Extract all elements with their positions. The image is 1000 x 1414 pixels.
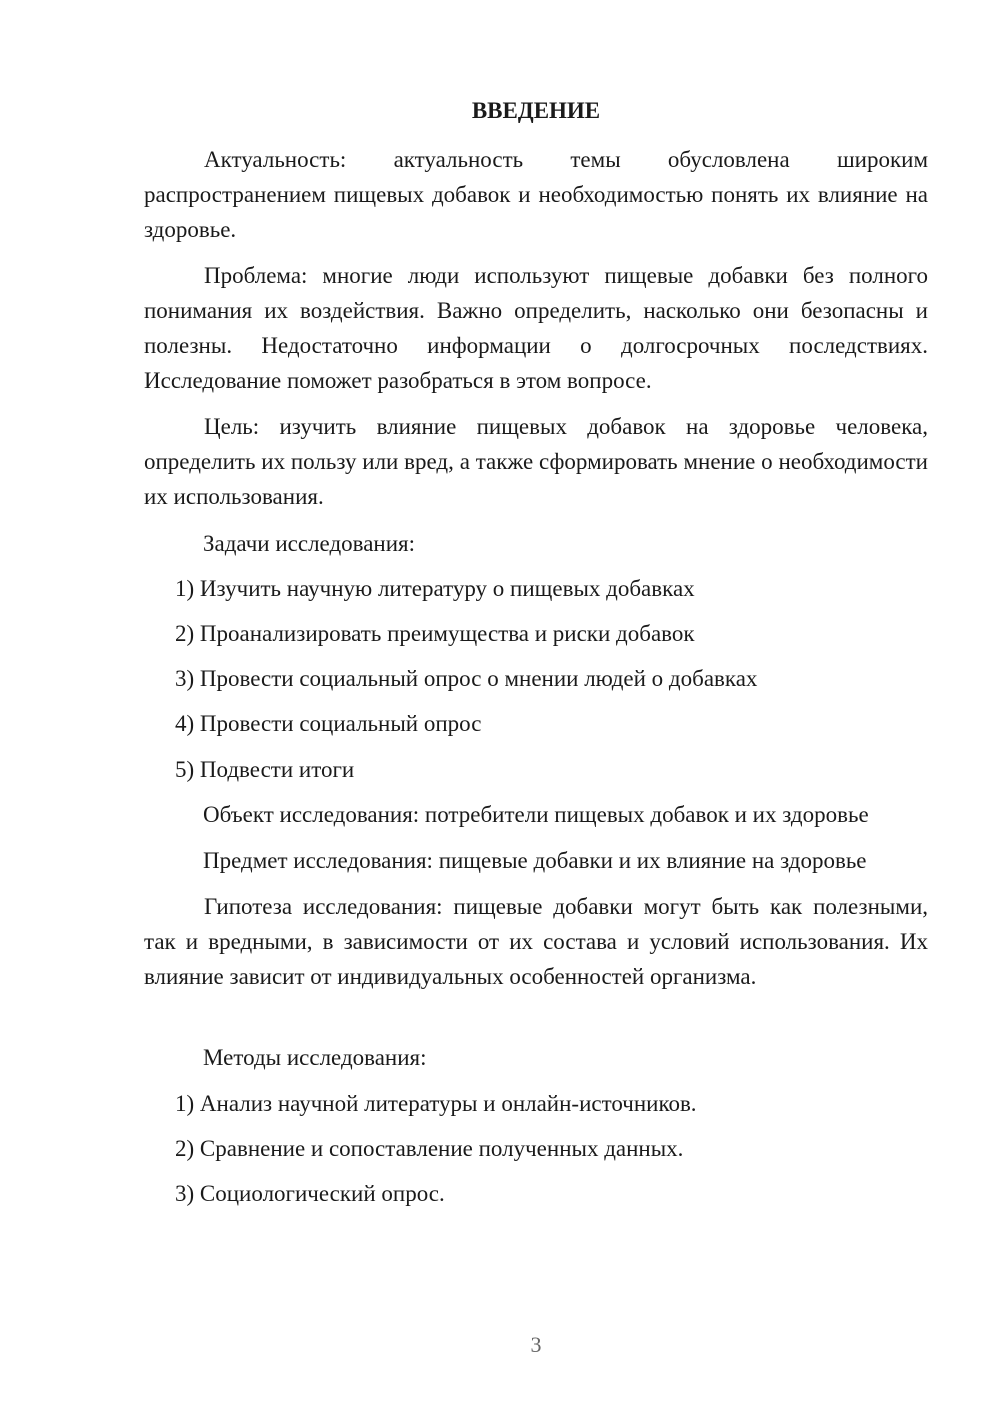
methods-heading: Методы исследования: — [203, 1045, 427, 1070]
method-item: 3) Социологический опрос. — [175, 1181, 445, 1206]
page-title: ВВЕДЕНИЕ — [471, 98, 601, 123]
problem-paragraph: Проблема: многие люди используют пищевые добавки без полного понимания их воздействия. Важно определить, насколько они безопасны и полезны. Недостаточно информации о долгосрочных последствиях. Исследование поможет разобраться в этом вопросе. — [144, 263, 928, 393]
tasks-heading: Задачи исследования: — [203, 531, 416, 556]
task-item: 1) Изучить научную литературу о пищевых добавках — [175, 576, 695, 601]
task-item: 2) Проанализировать преимущества и риски добавок — [175, 621, 695, 646]
object-line: Объект исследования: потребители пищевых добавок и их здоровье — [203, 802, 869, 827]
task-item: 4) Провести социальный опрос — [175, 711, 482, 736]
task-item: 5) Подвести итоги — [175, 757, 355, 782]
hypothesis-paragraph: Гипотеза исследования: пищевые добавки могут быть как полезными, так и вредными, в зависимости от их состава и условий использования. Их влияние зависит от индивидуальных особенностей организма. — [144, 894, 928, 989]
method-item: 1) Анализ научной литературы и онлайн-источников. — [175, 1091, 697, 1116]
goal-paragraph: Цель: изучить влияние пищевых добавок на здоровье человека, определить их пользу или вред, а также сформировать мнение о необходимости их использования. — [144, 414, 928, 509]
method-item: 2) Сравнение и сопоставление полученных данных. — [175, 1136, 684, 1161]
relevance-paragraph: Актуальность: актуальность темы обусловлена широким распространением пищевых добавок и необходимостью понять их влияние на здоровье. — [144, 147, 928, 242]
task-item: 3) Провести социальный опрос о мнении людей о добавках — [175, 666, 758, 691]
page-number: 3 — [530, 1332, 542, 1357]
subject-line: Предмет исследования: пищевые добавки и их влияние на здоровье — [203, 848, 867, 873]
